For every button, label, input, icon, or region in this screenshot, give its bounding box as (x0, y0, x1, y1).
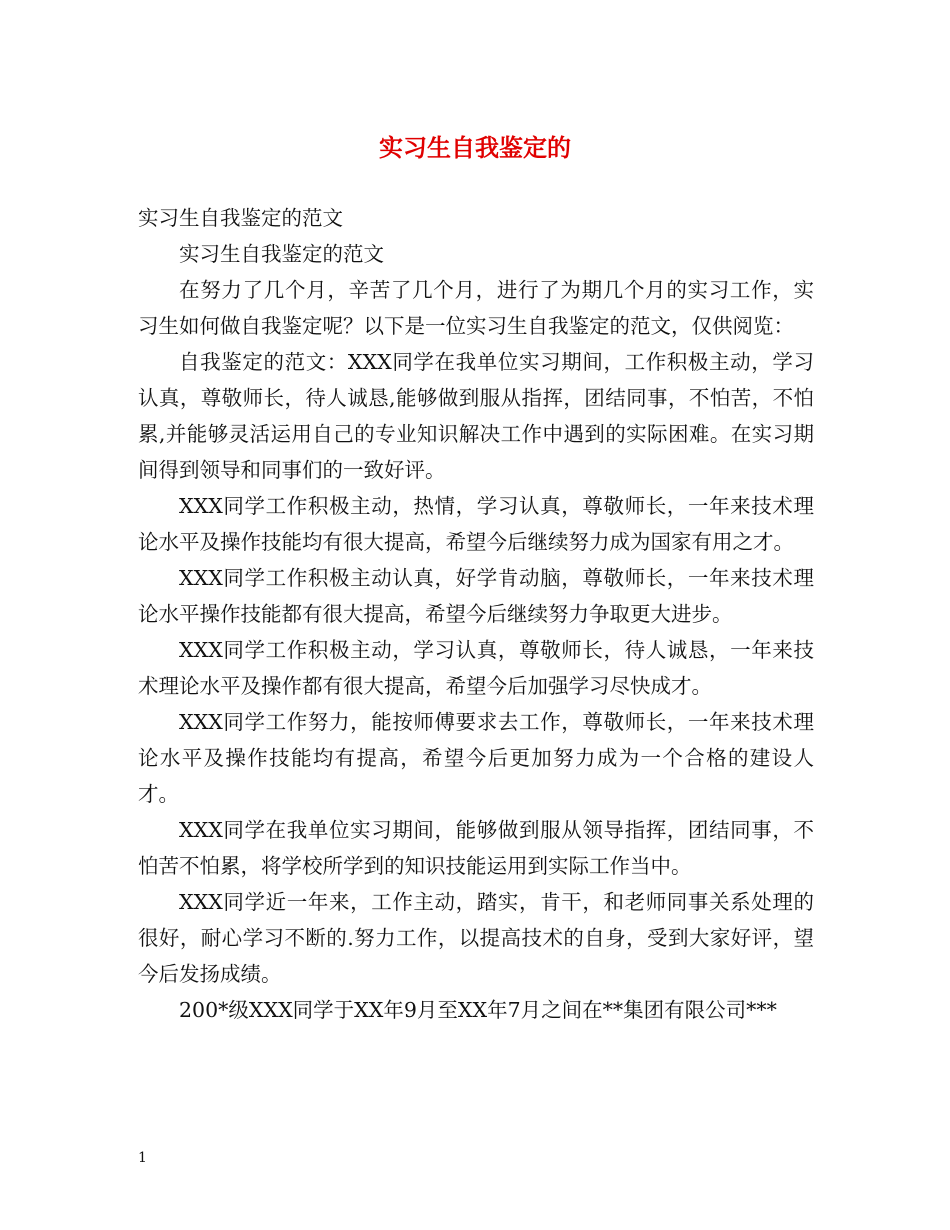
paragraph: XXX同学近一年来，工作主动，踏实，肯干，和老师同事关系处理的很好，耐心学习不断的.努力工作，以提高技术的自身，受到大家好评，望今后发扬成绩。 (138, 890, 814, 986)
paragraph: XXX同学工作积极主动，学习认真，尊敬师长，待人诚恳，一年来技术理论水平及操作都有很大提高，希望今后加强学习尽快成才。 (138, 638, 814, 698)
paragraph: 200*级XXX同学于XX年9月至XX年7月之间在**集团有限公司*** (179, 998, 777, 1022)
paragraph: 实习生自我鉴定的范文 (138, 206, 343, 230)
paragraph: 实习生自我鉴定的范文 (179, 242, 384, 266)
document-body (138, 200, 814, 1028)
paragraph: XXX同学工作努力，能按师傅要求去工作，尊敬师长，一年来技术理论水平及操作技能均有提高，希望今后更加努力成为一个合格的建设人才。 (138, 710, 814, 806)
paragraph: 在努力了几个月，辛苦了几个月，进行了为期几个月的实习工作，实习生如何做自我鉴定呢？以下是一位实习生自我鉴定的范文，仅供阅览： (138, 278, 814, 338)
page-number: 1 (138, 1150, 147, 1166)
paragraph: XXX同学工作积极主动认真，好学肯动脑，尊敬师长，一年来技术理论水平操作技能都有很大提高，希望今后继续努力争取更大进步。 (138, 566, 814, 626)
paragraph: XXX同学工作积极主动，热情，学习认真，尊敬师长，一年来技术理论水平及操作技能均有很大提高，希望今后继续努力成为国家有用之才。 (138, 494, 814, 554)
document-title: 实习生自我鉴定的 (379, 133, 571, 162)
paragraph: XXX同学在我单位实习期间，能够做到服从领导指挥，团结同事，不怕苦不怕累，将学校所学到的知识技能运用到实际工作当中。 (138, 818, 814, 878)
paragraph: 自我鉴定的范文：XXX同学在我单位实习期间，工作积极主动，学习认真，尊敬师长，待人诚恳,能够做到服从指挥，团结同事，不怕苦，不怕累,并能够灵活运用自己的专业知识解决工作中遇到的实际困难。在实习期间得到领导和同事们的一致好评。 (138, 350, 814, 482)
